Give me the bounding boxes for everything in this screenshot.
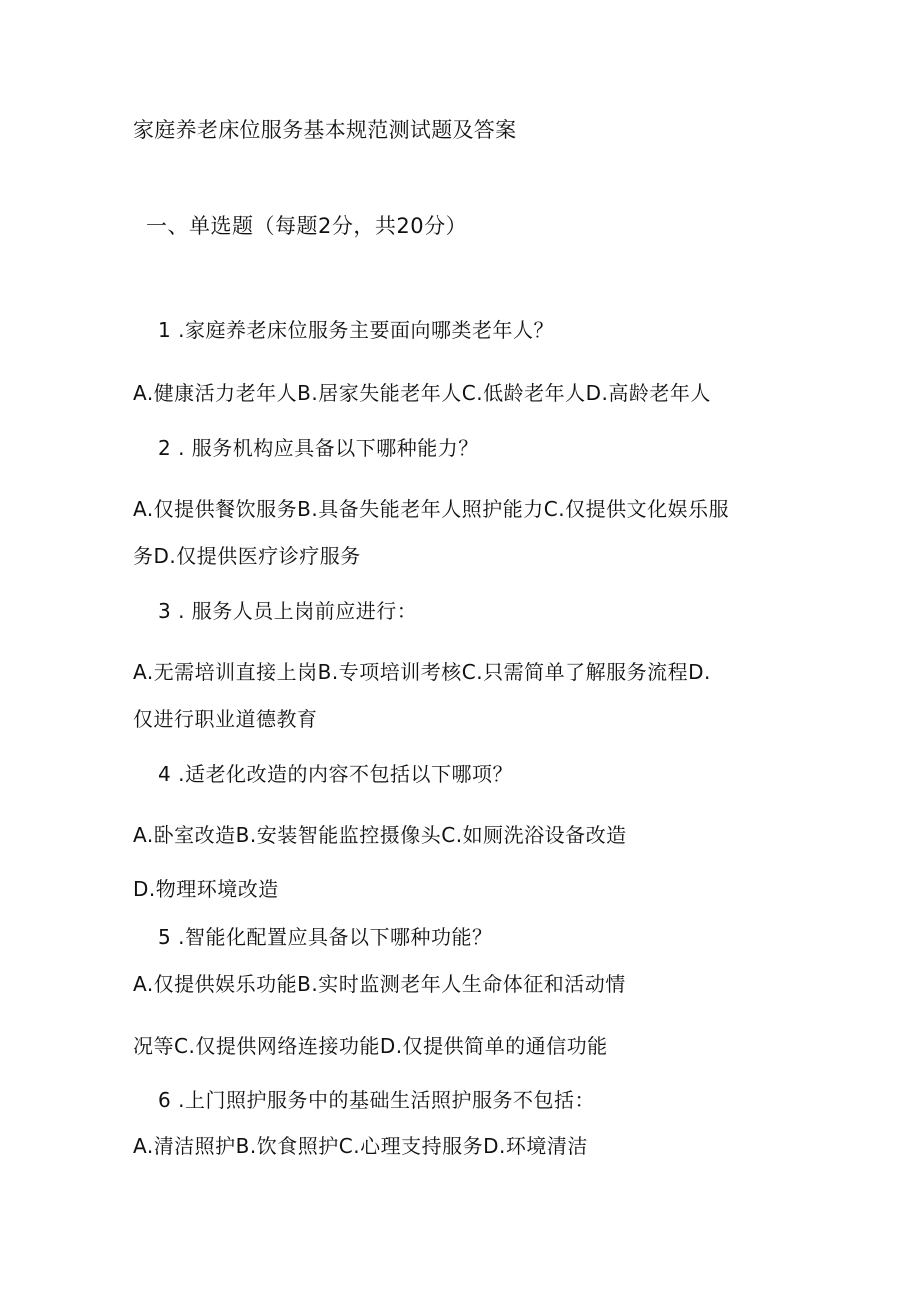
question-6-options: A.清洁照护B.饮食照护C.心理支持服务D.环境清洁 — [133, 1134, 588, 1158]
question-1-options: A.健康活力老年人B.居家失能老年人C.低龄老年人D.高龄老年人 — [133, 381, 711, 405]
document-title: 家庭养老床位服务基本规范测试题及答案 — [133, 118, 517, 142]
question-4: 4 .适老化改造的内容不包括以下哪项？ — [158, 762, 513, 786]
question-6: 6 .上门照护服务中的基础生活照护服务不包括： — [158, 1088, 595, 1112]
question-2-options-line-2: 务D.仅提供医疗诊疗服务 — [133, 544, 361, 568]
question-4-options-line-2: D.物理环境改造 — [133, 877, 279, 901]
question-2-options-line-1: A.仅提供餐饮服务B.具备失能老年人照护能力C.仅提供文化娱乐服 — [133, 497, 730, 521]
question-3-options-line-2: 仅进行职业道德教育 — [133, 707, 318, 731]
question-2: 2 . 服务机构应具备以下哪种能力？ — [158, 436, 479, 460]
section-heading: 一、单选题（每题2分，共20分） — [146, 214, 468, 238]
question-3: 3 . 服务人员上岗前应进行： — [158, 599, 418, 623]
question-5: 5 .智能化配置应具备以下哪种功能？ — [158, 925, 493, 949]
question-5-options-line-2: 况等C.仅提供网络连接功能D.仅提供简单的通信功能 — [133, 1034, 608, 1058]
question-3-options-line-1: A.无需培训直接上岗B.专项培训考核C.只需简单了解服务流程D. — [133, 660, 711, 684]
question-4-options-line-1: A.卧室改造B.安装智能监控摄像头C.如厕洗浴设备改造 — [133, 823, 627, 847]
question-1: 1 .家庭养老床位服务主要面向哪类老年人？ — [158, 318, 554, 342]
question-5-options-line-1: A.仅提供娱乐功能B.实时监测老年人生命体征和活动情 — [133, 972, 626, 996]
